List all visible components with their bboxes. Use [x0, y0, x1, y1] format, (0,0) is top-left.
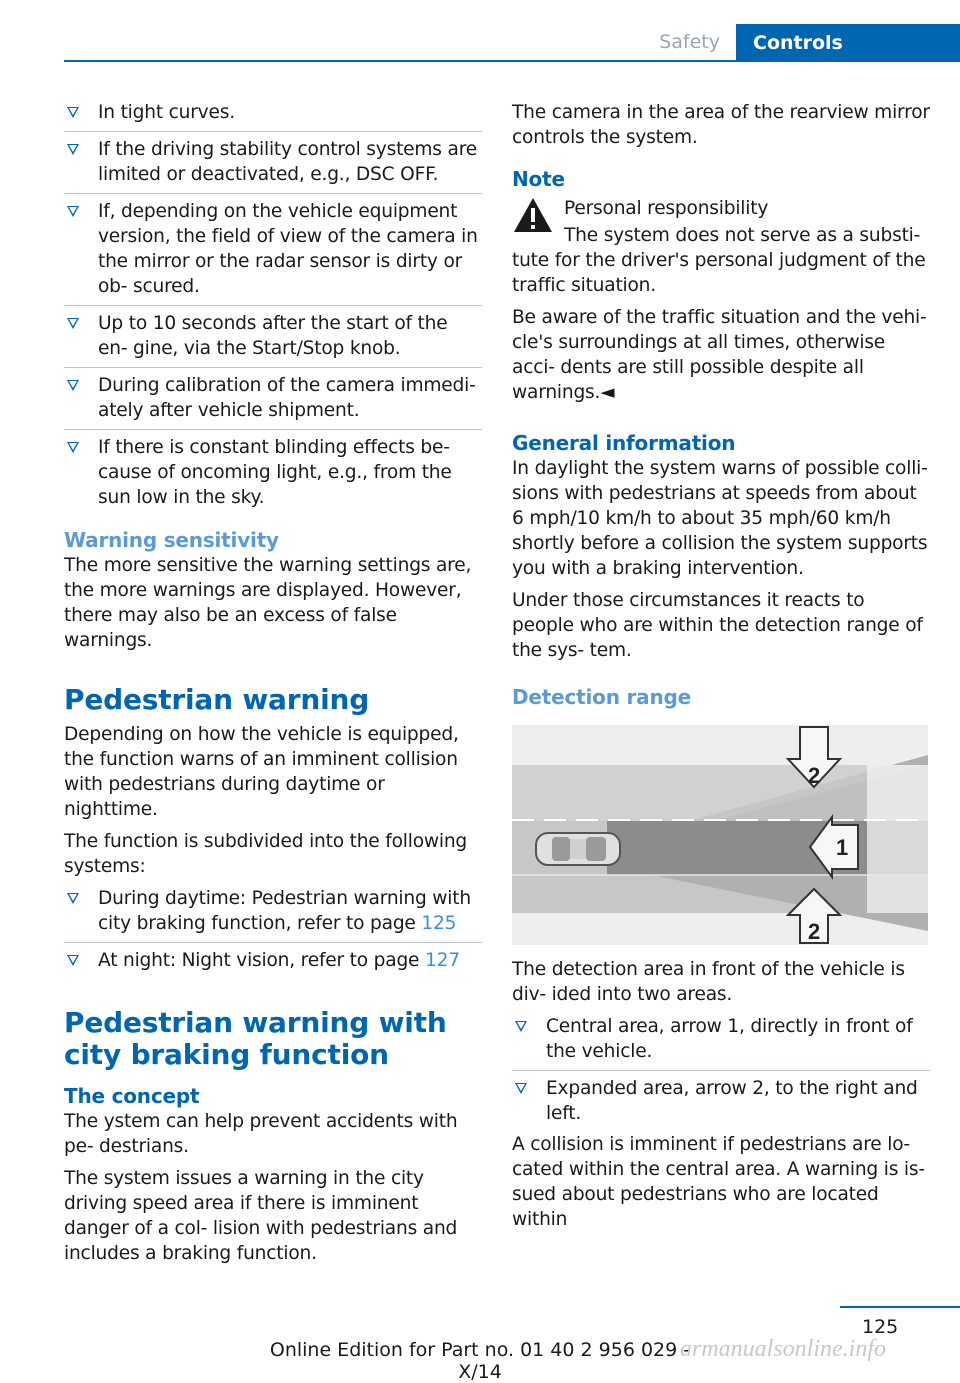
conditions-list — [64, 100, 482, 510]
bullet-triangle-icon — [67, 442, 79, 453]
note-text: The system does not serve as a substi‐ tute for the driver's personal judgment of the traffic situation. — [512, 225, 926, 296]
pedestrian-warning-heading: Pedestrian warning — [64, 683, 370, 716]
warning-sensitivity-heading: Warning sensitivity — [64, 528, 279, 552]
city-braking-heading: Pedestrian warning with city braking function — [64, 1006, 447, 1071]
arrow-label-center: 1 — [835, 835, 849, 860]
bullet-triangle-icon — [515, 1021, 527, 1032]
concept-text-2: The system issues a warning in the city driving speed area if there is imminent danger of a col‐ lision with pedestrians and includes a braking function. — [64, 1168, 458, 1264]
note-heading: Note — [512, 167, 565, 191]
vehicle-icon — [536, 833, 620, 865]
header-section-tab: Safety — [659, 31, 720, 53]
arrow-label-top: 2 — [807, 763, 821, 788]
camera-text: The camera in the area of the rearview mirror controls the system. — [512, 102, 930, 148]
concept-text-1: The ystem can help prevent accidents with pe‐ destrians. — [64, 1111, 458, 1157]
list-item: If the driving stability control systems are limited or deactivated, e.g., DSC OFF. — [64, 131, 482, 187]
header-rule — [64, 60, 960, 62]
page-link-125[interactable]: 125 — [421, 913, 457, 934]
bullet-triangle-icon — [67, 955, 79, 966]
note-box — [512, 196, 930, 298]
bullet-triangle-icon — [67, 893, 79, 904]
collision-text: A collision is imminent if pedestrians are lo‐ cated within the central area. A warning is is‐ sued about pedestrians who are located within — [512, 1134, 925, 1230]
list-item: During daytime: Pedestrian warning with city braking function, refer to page 125 — [64, 886, 482, 936]
edition-footer: Online Edition for Part no. 01 40 2 956 029 - X/14 — [269, 1339, 691, 1383]
page-number: 125 — [862, 1316, 899, 1338]
bullet-triangle-icon — [67, 318, 79, 329]
right-column — [512, 100, 930, 1239]
left-column — [64, 100, 482, 1273]
detection-range-heading: Detection range — [512, 685, 691, 709]
general-text-2: Under those circumstances it reacts to people who are within the detection range of the sys‐ tem. — [512, 590, 923, 661]
note-title: Personal responsibility — [564, 198, 769, 219]
general-information-heading: General information — [512, 431, 736, 455]
warning-triangle-icon — [512, 196, 554, 234]
bullet-triangle-icon — [67, 380, 79, 391]
list-item: During calibration of the camera immedi‐ ately after vehicle shipment. — [64, 367, 482, 423]
detection-text: The detection area in front of the vehicle is div‐ ided into two areas. — [512, 959, 905, 1005]
areas-list — [512, 1014, 930, 1126]
list-item: If there is constant blinding effects be‐ cause of oncoming light, e.g., from the sun low in the sky. — [64, 429, 482, 510]
bullet-triangle-icon — [67, 206, 79, 217]
list-item: If, depending on the vehicle equipment version, the field of view of the camera in the mirror or the radar sensor is dirty or ob‐ scured. — [64, 193, 482, 299]
list-item: Expanded area, arrow 2, to the right and left. — [512, 1070, 930, 1126]
footer-rule — [840, 1306, 960, 1308]
arrow-label-bottom: 2 — [807, 919, 821, 944]
general-text-1: In daylight the system warns of possible colli‐ sions with pedestrians at speeds from about 6 mph/10 km/h to about 35 mph/60 km/h shortly before a collision the system supports you with a braking intervention. — [512, 458, 928, 579]
watermark: armanualsonline.info — [680, 1336, 887, 1362]
concept-heading: The concept — [64, 1084, 200, 1108]
header-chapter-tab: Controls — [736, 24, 960, 62]
warning-sensitivity-text: The more sensitive the warning settings are, the more warnings are displayed. However, there may also be an excess of false warnings. — [64, 555, 472, 651]
pedestrian-systems-intro: The function is subdivided into the following systems: — [64, 831, 468, 877]
page-link-127[interactable]: 127 — [425, 950, 460, 971]
list-item: At night: Night vision, refer to page 127 — [64, 942, 482, 973]
bullet-triangle-icon — [67, 107, 79, 118]
bullet-triangle-icon — [67, 144, 79, 155]
pedestrian-warning-text: Depending on how the vehicle is equipped, the function warns of an imminent collision with pedestrians during daytime or nighttime. — [64, 724, 459, 820]
list-item: Up to 10 seconds after the start of the en‐ gine, via the Start/Stop knob. — [64, 305, 482, 361]
bullet-triangle-icon — [515, 1083, 527, 1094]
list-item: In tight curves. — [64, 100, 482, 125]
note-text-2: Be aware of the traffic situation and the vehi‐ cle's surroundings at all times, otherwise acci‐ dents are still possible despite all warnings.◄ — [512, 307, 927, 403]
list-item: Central area, arrow 1, directly in front of the vehicle. — [512, 1014, 930, 1064]
systems-list — [64, 886, 482, 973]
detection-range-figure — [512, 725, 928, 945]
